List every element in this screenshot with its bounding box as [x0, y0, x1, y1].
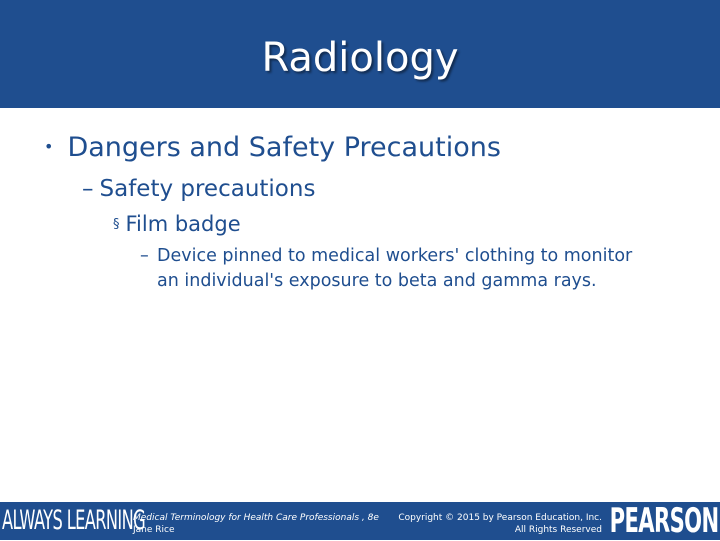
pearson-logo: PEARSON — [609, 501, 718, 541]
dash-marker: – — [82, 176, 94, 202]
slide-title: Radiology — [261, 35, 459, 81]
bullet-level-1 — [44, 131, 501, 168]
rights-text: All Rights Reserved — [514, 525, 602, 535]
bullet-text: Dangers and Safety Precautions — [67, 132, 501, 163]
bullet-marker: • — [44, 137, 54, 156]
bullet-level-2 — [82, 174, 315, 204]
square-marker: § — [113, 217, 120, 232]
author-name: Jane Rice — [133, 525, 175, 535]
bullet-text: Device pinned to medical workers' clothing to monitor an individual's exposure to beta and gamma rays. — [157, 246, 633, 291]
dash-marker: – — [140, 246, 149, 266]
bullet-level-4 — [140, 244, 640, 294]
footer-bar — [0, 502, 720, 540]
copyright-text: Copyright © 2015 by Pearson Education, Inc. — [398, 513, 602, 523]
always-learning-logo: ALWAYS LEARNING — [2, 505, 146, 536]
bullet-level-3 — [113, 210, 241, 242]
book-citation — [133, 512, 379, 536]
title-bar — [0, 0, 720, 108]
bullet-text: Film badge — [125, 212, 241, 236]
book-title: Medical Terminology for Health Care Professionals , 8e — [133, 513, 379, 523]
copyright-notice — [398, 512, 602, 536]
bullet-text: Safety precautions — [99, 176, 316, 202]
